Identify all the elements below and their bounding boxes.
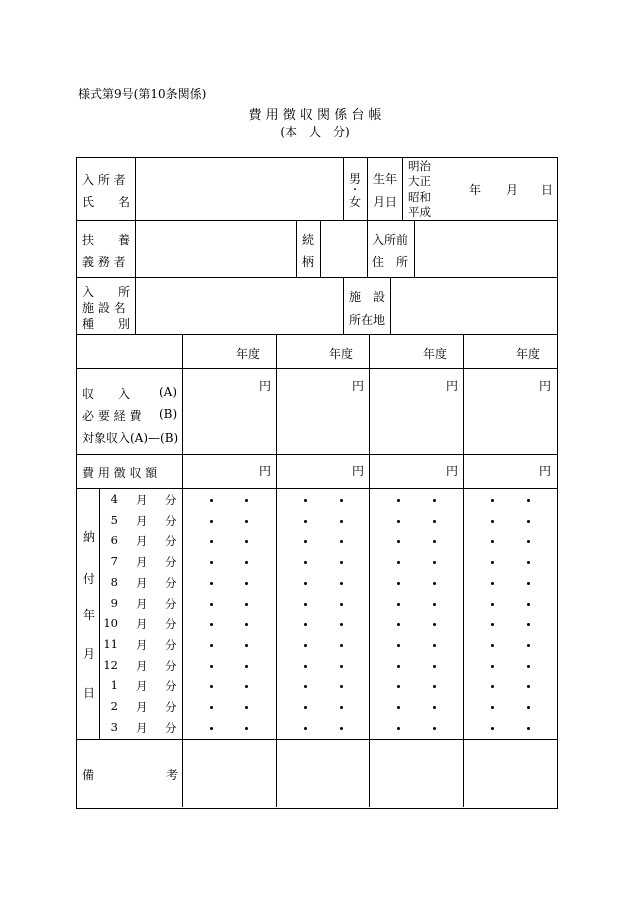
month-portion: 分 [165,575,177,590]
date-separator-dot [210,582,213,585]
month-number: 6 [110,533,118,548]
fee-row-bottom [77,488,557,489]
year-header-1: 年度 [236,347,261,361]
era-showa: 昭和 [408,190,431,204]
r1-v4 [402,158,403,220]
date-separator-dot [245,644,248,647]
month-number: 2 [110,699,118,713]
date-separator-dot [340,727,343,730]
date-separator-dot [527,665,530,668]
payment-side-1: 納 [83,530,96,544]
date-separator-dot [210,665,213,668]
row2-bottom [77,277,557,278]
month-portion: 分 [165,513,177,528]
col-line-2 [276,335,277,807]
year-header-2: 年度 [329,347,354,361]
month-number: 3 [110,719,118,734]
date-separator-dot [397,499,400,502]
r1-v1 [135,158,136,220]
location-label-2: 所在地 [349,313,386,327]
date-separator-dot [340,603,343,606]
row1-bottom [77,220,557,221]
date-separator-dot [304,665,307,668]
date-separator-dot [304,727,307,730]
date-separator-dot [527,582,530,585]
prev-address-label-2: 住 所 [372,255,409,269]
r3-v2 [343,278,344,334]
date-separator-dot [491,582,494,585]
date-separator-dot [397,520,400,523]
income-code-a: (A) [159,385,178,399]
date-separator-dot [527,644,530,647]
supporter-label-2: 義 務 者 [82,255,126,269]
month-number: 4 [110,492,118,506]
date-separator-dot [304,582,307,585]
date-separator-dot [304,706,307,709]
month-portion: 分 [165,493,177,507]
date-separator-dot [527,727,530,730]
month-unit: 月 [136,534,148,549]
fee-label: 費 用 徴 収 額 [82,466,158,480]
date-separator-dot [433,582,436,585]
relation-label-1: 続 [301,233,314,247]
date-separator-dot [491,727,494,730]
date-separator-dot [527,603,530,606]
date-separator-dot [340,706,343,709]
row3-bottom [77,334,557,335]
date-separator-dot [397,665,400,668]
payment-side-4: 月 [83,647,96,661]
birth-label-1: 生年 [373,172,398,186]
fee-unit-4: 円 [539,464,552,478]
era-taisho: 大正 [408,174,431,188]
col-line-3 [369,335,370,807]
page-title: 費 用 徴 収 関 係 台 帳 [248,108,382,123]
r3-v3 [390,278,391,334]
fee-unit-3: 円 [446,464,459,478]
sex-separator: ・ [350,185,360,196]
col-line-1 [182,335,183,807]
facility-label-1: 入 所 [82,285,131,299]
date-separator-dot [245,520,248,523]
prev-address-label-1: 入所前 [372,233,409,247]
fee-unit-1: 円 [259,464,272,478]
month-number: 8 [110,574,118,589]
name-label-1: 入 所 者 [82,173,126,187]
date-separator-dot [304,644,307,647]
income-unit-2: 円 [352,379,365,393]
payment-side-3: 年 [83,608,96,622]
month-number: 1 [110,678,118,693]
month-unit: 月 [136,658,148,673]
month-portion: 分 [165,700,177,714]
date-separator-dot [433,644,436,647]
date-separator-dot [491,644,494,647]
month-unit: 月 [136,679,148,694]
date-separator-dot [397,582,400,585]
date-separator-dot [245,706,248,709]
income-row-bottom [77,454,557,455]
date-separator-dot [210,727,213,730]
date-separator-dot [245,499,248,502]
relation-label-2: 柄 [301,255,314,269]
target-income-label: 対象収入(A)—(B) [82,431,179,445]
month-number: 5 [110,512,118,527]
month-unit: 月 [136,720,148,735]
date-separator-dot [397,727,400,730]
payment-side-5: 日 [83,686,96,700]
date-separator-dot [491,665,494,668]
month-unit: 月 [136,555,148,570]
month-portion: 分 [165,679,177,694]
date-separator-dot [340,520,343,523]
date-separator-dot [245,582,248,585]
month-number: 9 [110,595,118,610]
year-row-bottom [77,368,557,369]
date-separator-dot [433,706,436,709]
date-separator-dot [433,665,436,668]
date-separator-dot [491,520,494,523]
date-separator-dot [340,665,343,668]
date-month-label: 月 [506,183,519,197]
income-unit-4: 円 [539,379,552,393]
date-separator-dot [397,706,400,709]
era-meiji: 明治 [408,159,431,173]
date-separator-dot [210,644,213,647]
month-portion: 分 [165,658,177,673]
r2-v4 [367,221,368,277]
date-separator-dot [210,499,213,502]
month-unit: 月 [136,700,148,714]
supporter-label-1: 扶 養 [82,233,131,247]
month-number: 11 [103,636,118,651]
date-separator-dot [433,520,436,523]
date-day-label: 日 [541,183,554,197]
month-portion: 分 [165,534,177,549]
month-unit: 月 [136,596,148,611]
r3-v1 [135,278,136,334]
sex-female: 女 [348,195,361,209]
form-number: 様式第9号(第10条関係) [78,87,207,101]
date-separator-dot [340,644,343,647]
month-number: 7 [110,554,118,569]
date-separator-dot [527,706,530,709]
year-header-4: 年度 [516,347,541,361]
date-separator-dot [527,520,530,523]
income-label: 収 入 [82,387,131,401]
remarks-label-1: 備 [82,768,95,782]
month-unit: 月 [136,493,148,507]
date-separator-dot [340,582,343,585]
sex-male: 男 [348,172,361,186]
date-separator-dot [433,603,436,606]
month-portion: 分 [165,555,177,570]
date-separator-dot [397,644,400,647]
era-heisei: 平成 [408,205,431,219]
month-number: 10 [103,616,118,631]
col-line-4 [463,335,464,807]
month-portion: 分 [165,720,177,735]
date-separator-dot [210,603,213,606]
payment-bottom [77,739,557,740]
facility-label-3: 種 別 [82,317,131,331]
r2-v5 [414,221,415,277]
date-separator-dot [210,520,213,523]
month-unit: 月 [136,637,148,652]
date-separator-dot [304,603,307,606]
date-separator-dot [433,727,436,730]
date-separator-dot [397,603,400,606]
r1-v3 [367,158,368,220]
location-label-1: 施 設 [349,290,386,304]
r2-v1 [135,221,136,277]
month-unit: 月 [136,617,148,632]
facility-label-2: 施 設 名 [82,301,126,315]
date-separator-dot [491,706,494,709]
month-number: 12 [103,657,118,672]
month-unit: 月 [136,575,148,590]
date-separator-dot [210,706,213,709]
date-separator-dot [527,499,530,502]
date-separator-dot [245,665,248,668]
date-separator-dot [304,520,307,523]
date-separator-dot [340,499,343,502]
expense-label: 必 要 経 費 [82,409,142,423]
date-separator-dot [245,727,248,730]
remarks-label-2: 考 [166,768,179,782]
birth-label-2: 月日 [373,195,398,209]
month-unit: 月 [136,513,148,528]
expense-code-b: (B) [159,407,178,421]
month-portion: 分 [165,637,177,652]
date-separator-dot [491,603,494,606]
payment-side-2: 付 [83,572,96,586]
page-subtitle: (本 人 分) [280,125,350,139]
date-separator-dot [245,603,248,606]
fee-unit-2: 円 [352,464,365,478]
income-unit-1: 円 [259,379,272,393]
income-unit-3: 円 [446,379,459,393]
date-separator-dot [433,499,436,502]
year-header-3: 年度 [423,347,448,361]
date-year-label: 年 [469,183,482,197]
name-label-2: 氏 名 [82,195,131,209]
date-separator-dot [304,499,307,502]
month-portion: 分 [165,596,177,611]
date-separator-dot [491,499,494,502]
month-portion: 分 [165,617,177,632]
r2-v3 [320,221,321,277]
